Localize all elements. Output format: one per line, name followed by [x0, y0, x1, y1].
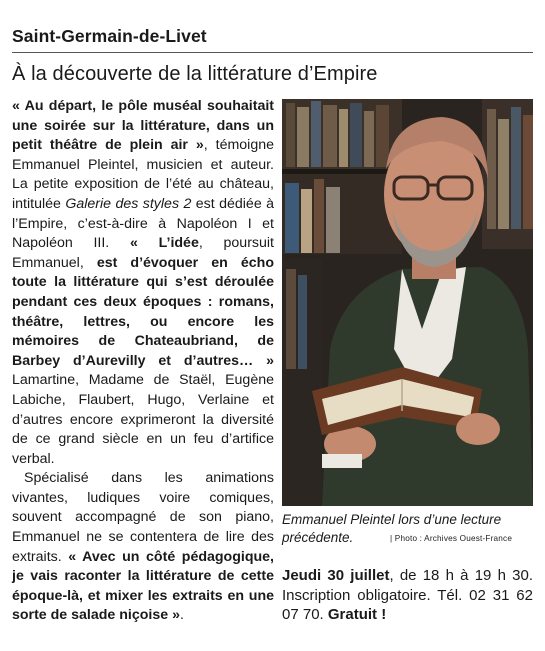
event-info [282, 566, 533, 625]
event-price: Gratuit ! [327, 606, 387, 624]
text-run: , poursuit Emmanuel, [12, 235, 274, 271]
text-run: est dédiée à l’Empire, c’est-à-dire à Napoléon I et Napoléon III. [12, 195, 275, 252]
article-headline: À la découverte de la littérature d’Empire [12, 63, 378, 85]
event-time: , de 18 h à 19 h 30. [389, 567, 533, 584]
text-run: , témoigne Emmanuel Pleintel, musicien et auteur. La petite exposition de l’été au château, intitulée [12, 137, 275, 212]
header-divider [12, 52, 533, 53]
text-run: Lamartine, Madame de Staël, Eugène Labiche, Flaubert, Hugo, Verlaine et d’autres encore exprimeront la diversité de ce grand siècle en un feu d’artifice verbal. [12, 372, 274, 467]
article-photo [282, 99, 533, 506]
text-run: « Au départ, le pôle muséal souhaitait une soirée sur la littérature, dans un petit théâtre de plein air » [12, 98, 274, 154]
article-location: Saint-Germain-de-Livet [12, 26, 207, 46]
article-body [12, 97, 274, 626]
photo-caption-text: Emmanuel Pleintel lors d’une lecture précédente. [282, 512, 502, 545]
photo-credit: | Photo : Archives Ouest-France [390, 534, 513, 543]
text-run: Spécialisé dans les animations vivantes, ludiques voire comiques, souvent accompagné de son piano, Emmanuel ne se contentera de lire des extraits. [12, 470, 274, 565]
text-run: . [179, 607, 184, 624]
text-run: « Avec un côté pédagogique, je vais raconter la littérature de cette époque-là, et mixer les extraits en une sorte de salade niçoise » [12, 548, 274, 624]
article-paragraph-1 [12, 97, 274, 469]
event-registration: Inscription obligatoire. Tél. 02 31 62 07 70. [282, 586, 533, 624]
text-run: Galerie des styles 2 [65, 195, 192, 212]
text-run: « L’idée [130, 235, 199, 252]
event-date: Jeudi 30 juillet [282, 567, 390, 584]
text-run: est d’évoquer en écho toute la littérature qui s’est déroulée pendant ces deux époques : romans, théâtre, lettres, ou encore les mémoires de Chateaubriand, de Barbey d’Aurevilly et d’autres… » [12, 254, 274, 369]
man-reading-book-illustration [282, 99, 533, 506]
article-paragraph-2 [12, 469, 274, 626]
